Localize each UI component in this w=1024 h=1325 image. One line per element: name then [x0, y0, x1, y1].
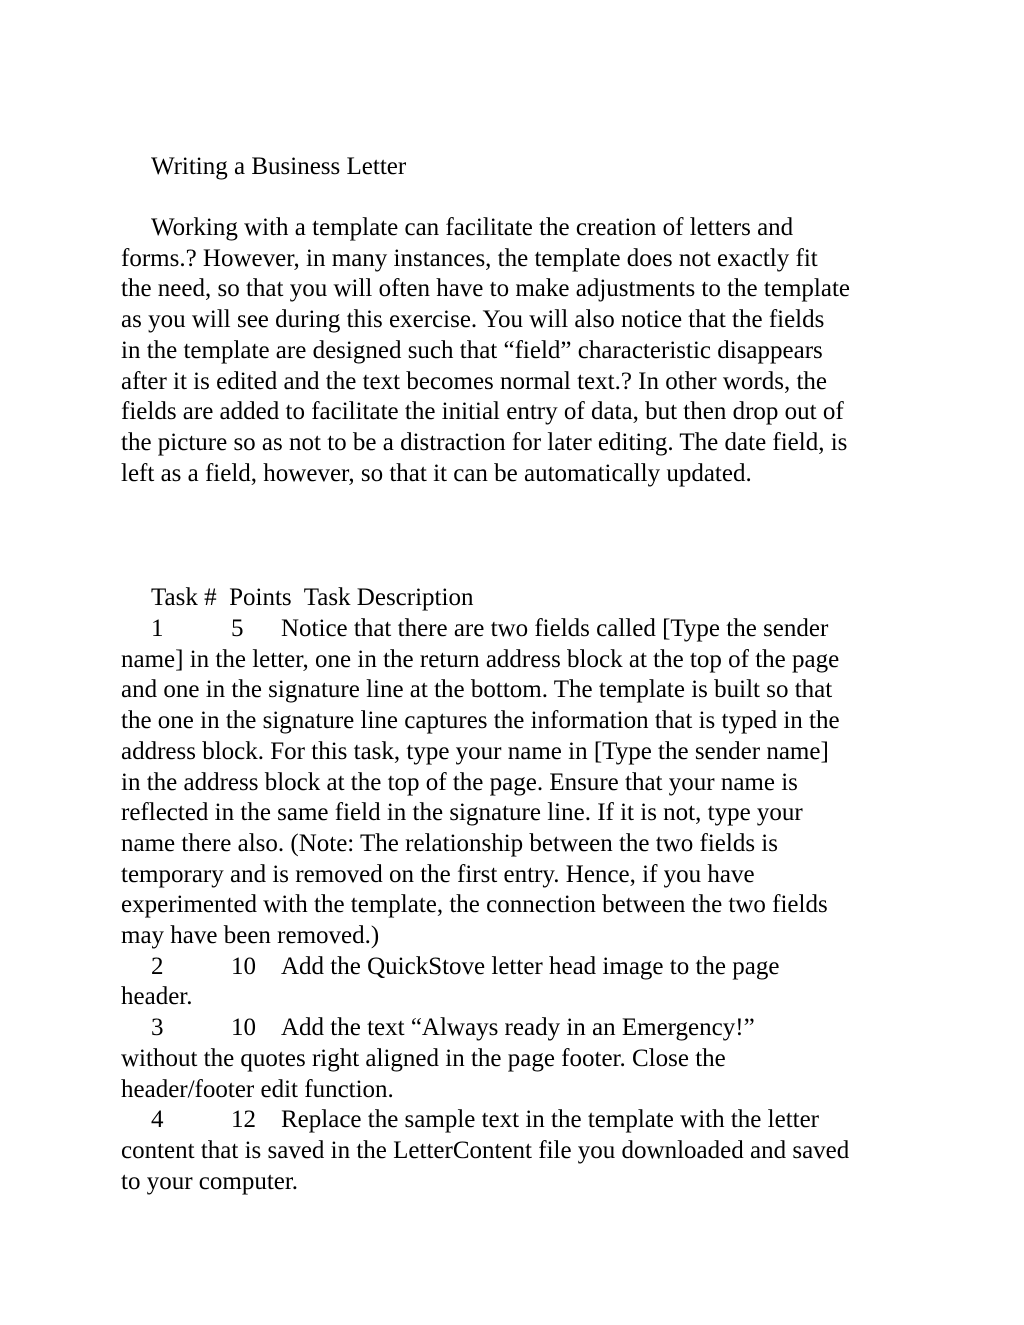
intro-paragraph: Working with a template can facilitate the creation of letters and forms.? However, in many instances, the template does not exactly fit the need, so that you will often have to make adjustments to the template as you will see during this exercise. You will also notice that the fields in the template are designed such that “field” characteristic disappears after it is edited and the text becomes normal text.? In other words, the fields are added to facilitate the initial entry of data, but then drop out of the picture so as not to be a distraction for later editing. The date field, is left as a field, however, so that it can be automatically updated.	[121, 214, 850, 487]
task-row	[121, 952, 911, 1013]
column-header-description: Task Description	[303, 584, 474, 611]
task-number	[121, 1105, 191, 1136]
task-description: Add the text “Always ready in an Emergency!” without the quotes right aligned in the page footer. Close the header/footer edit function.	[121, 1014, 755, 1103]
task-points	[191, 952, 281, 983]
task-points-value: 10	[231, 1014, 256, 1042]
task-number	[121, 1013, 191, 1044]
task-number	[121, 614, 191, 645]
task-points	[191, 1105, 281, 1136]
task-points	[191, 1013, 281, 1044]
task-points-value: 5	[231, 615, 244, 642]
task-table-header	[151, 583, 911, 614]
task-number-value: 3	[151, 1014, 164, 1042]
task-row	[121, 1105, 911, 1197]
document-title: Writing a Business Letter	[151, 153, 407, 180]
task-row	[121, 1013, 911, 1105]
task-list	[121, 614, 911, 1197]
task-number-value: 1	[151, 615, 164, 642]
column-header-points: Points	[229, 584, 292, 611]
task-points-value: 12	[231, 1106, 256, 1134]
task-description: Notice that there are two fields called [Type the sender name] in the letter, one in the return address block at the top of the page and one in the signature line at the bottom. The template is built so that the one in the signature line captures the information that is typed in the address block. For this task, type your name in [Type the sender name] in the address block at the top of the page. Ensure that your name is reflected in the same field in the signature line. If it is not, type your name there also. (Note: The relationship between the two fields is temporary and is removed on the first entry. Hence, if you have experimented with the template, the connection between the two fields may have been removed.)	[121, 615, 840, 950]
task-description: Add the QuickStove letter head image to the page header.	[121, 952, 780, 1011]
column-header-task: Task #	[151, 584, 217, 611]
task-number-value: 4	[151, 1106, 164, 1134]
task-points-value: 10	[231, 952, 256, 980]
task-row	[121, 614, 911, 952]
task-number	[121, 952, 191, 983]
task-points	[191, 614, 281, 645]
task-number-value: 2	[151, 952, 164, 980]
task-description: Replace the sample text in the template with the letter content that is saved in the LetterContent file you downloaded and saved to your computer.	[121, 1106, 850, 1195]
